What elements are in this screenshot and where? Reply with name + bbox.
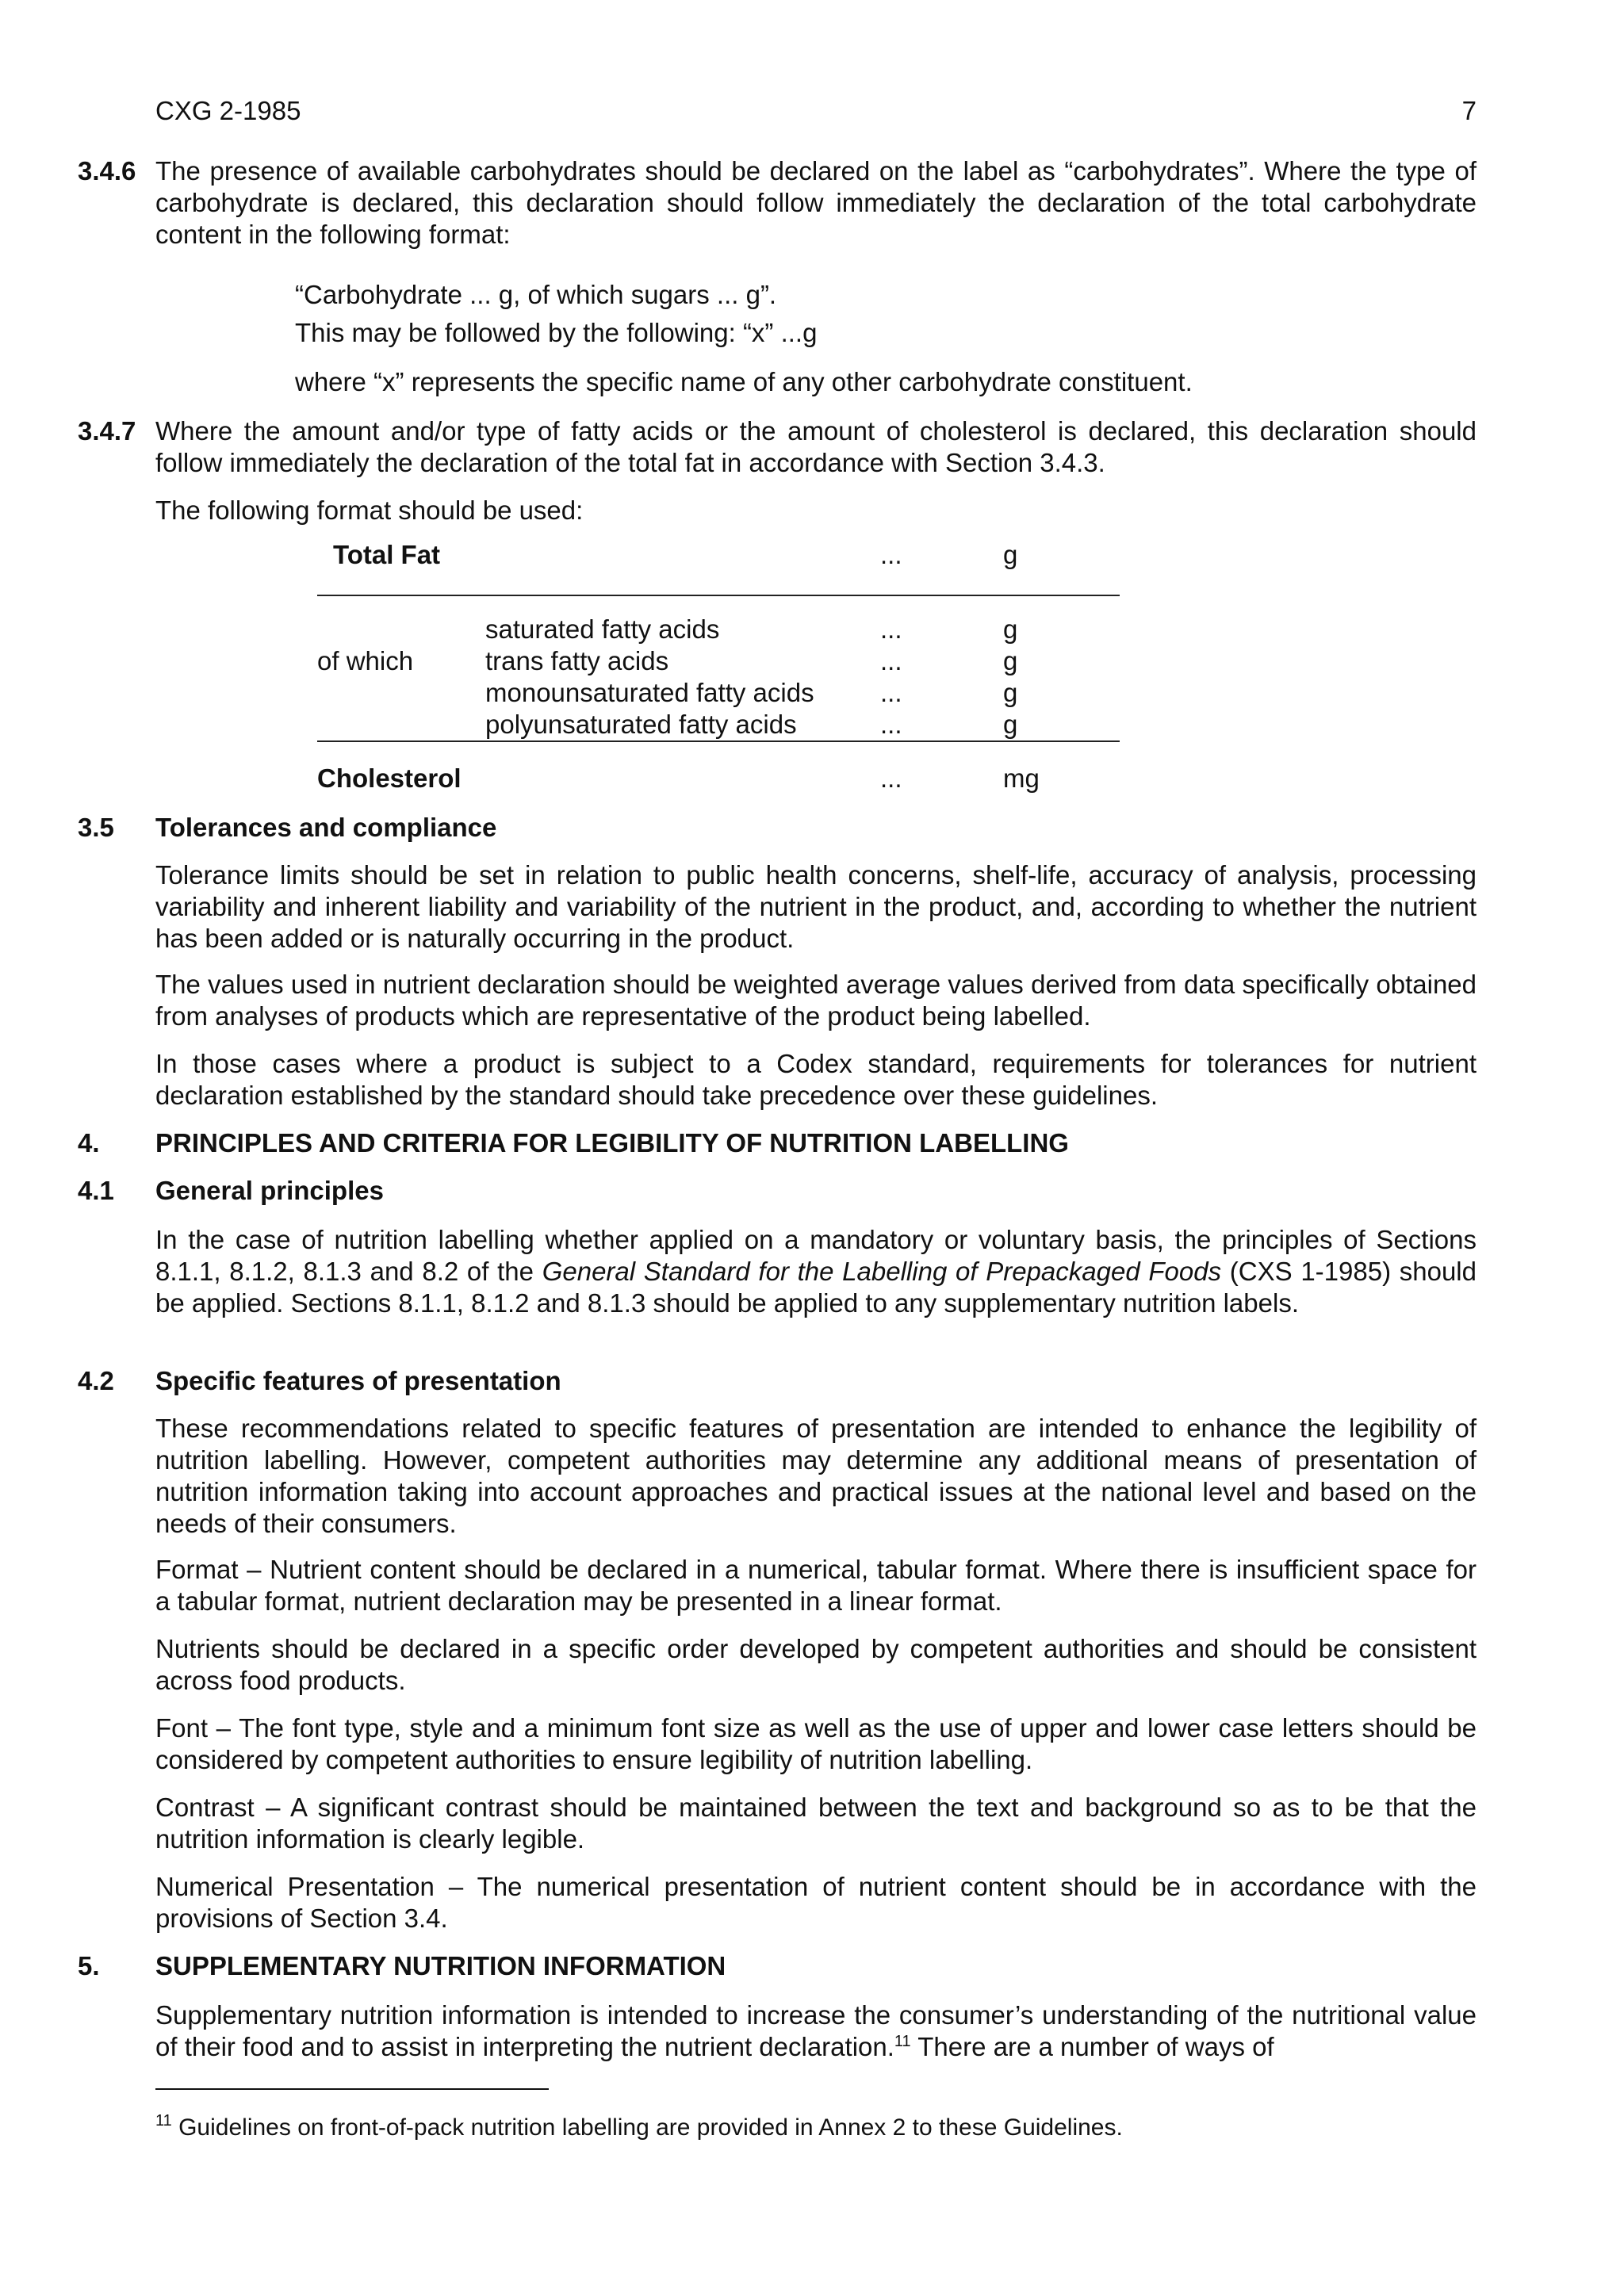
fatty-acid-unit: g: [1003, 709, 1120, 741]
section-number-4-1: 4.1: [78, 1176, 114, 1205]
footnote: [155, 2112, 1123, 2144]
fatty-acid-label: trans fatty acids: [485, 646, 669, 675]
fatty-acids-format-table: [317, 539, 1120, 794]
fatty-acid-dots: ...: [880, 709, 1003, 741]
section-4-2-paragraph-numerical: Numerical Presentation – The numerical presentation of nutrient content should be in accordance with the provisions of Section 3.4.: [155, 1872, 1477, 1933]
fatty-acid-dots: ...: [880, 614, 902, 644]
carbohydrate-followed-line: This may be followed by the following: “x” ...g: [295, 318, 818, 347]
footnote-divider: [155, 2088, 549, 2090]
section-number-4-2: 4.2: [78, 1366, 114, 1395]
total-fat-label: Total Fat: [317, 539, 880, 595]
fatty-acid-dots: ...: [880, 678, 902, 707]
section-4-2-paragraph-format: Format – Nutrient content should be declared in a numerical, tabular format. Where there is insufficient space for a tabular format, nutrient declaration may be presented in a linear format.: [155, 1555, 1477, 1616]
fatty-acid-unit: g: [1003, 678, 1018, 707]
section-4-1-paragraph: In the case of nutrition labelling whether applied on a mandatory or voluntary basis, the principles of Sections 8.1.1, 8.1.2, 8.1.3 and 8.2 of the General Standard for the Labelling of Prepackaged Foods (CXS 1-1985) should be applied. Sections 8.1.1, 8.1.2 and 8.1.3 should be applied to any supplementary nutrition labels.: [155, 1225, 1477, 1318]
section-number-3-4-7: 3.4.7: [78, 416, 136, 446]
section-4-2-paragraph-1: These recommendations related to specific features of presentation are intended to enhance the legibility of nutrition labelling. However, competent authorities may determine any additional means of presentation of nutrition information taking into account approaches and practical issues at the national level and based on the needs of their consumers.: [155, 1414, 1477, 1538]
table-row: [317, 614, 1120, 645]
table-row-total-fat: [317, 539, 1120, 595]
section-3-4-7-format-intro: The following format should be used:: [155, 496, 584, 525]
section-number-3-5: 3.5: [78, 813, 114, 842]
cholesterol-label: Cholesterol: [317, 763, 462, 793]
of-which-label: of which: [317, 646, 414, 675]
section-number-3-4-6: 3.4.6: [78, 156, 136, 186]
table-row: [317, 645, 1120, 677]
section-4-2-paragraph-font: Font – The font type, style and a minimum font size as well as the use of upper and lower case letters should be considered by competent authorities to ensure legibility of nutrition labelling.: [155, 1713, 1477, 1774]
section-number-5: 5.: [78, 1951, 100, 1980]
section-4-title: PRINCIPLES AND CRITERIA FOR LEGIBILITY OF NUTRITION LABELLING: [155, 1128, 1069, 1158]
section-4-2-title: Specific features of presentation: [155, 1366, 561, 1395]
total-fat-unit: g: [1003, 539, 1120, 595]
section-4-1-title: General principles: [155, 1176, 384, 1205]
total-fat-dots: ...: [880, 539, 1003, 595]
section-3-5-paragraph-1: Tolerance limits should be set in relation to public health concerns, shelf-life, accuracy of analysis, processing variability and inherent liability and variability of the nutrient in the product, and, according to whether the nutrient has been added or is naturally occurring in the product.: [155, 860, 1477, 953]
cholesterol-dots: ...: [880, 763, 902, 793]
carbohydrate-x-definition: where “x” represents the specific name of any other carbohydrate constituent.: [295, 367, 1193, 396]
cholesterol-unit: mg: [1003, 763, 1040, 793]
standard-title-italic: General Standard for the Labelling of Prepackaged Foods: [542, 1257, 1222, 1286]
section-5-title: SUPPLEMENTARY NUTRITION INFORMATION: [155, 1951, 726, 1980]
fatty-acid-unit: g: [1003, 614, 1018, 644]
fatty-acid-label: saturated fatty acids: [485, 614, 720, 644]
document-id: CXG 2-1985: [155, 96, 301, 125]
section-4-2-paragraph-contrast: Contrast – A significant contrast should be maintained between the text and background so as to be that the nutrition information is clearly legible.: [155, 1793, 1477, 1854]
footnote-reference: 11: [894, 2033, 911, 2050]
carbohydrate-format-line: “Carbohydrate ... g, of which sugars ... g”.: [295, 280, 777, 309]
fatty-acid-label: polyunsaturated fatty acids: [485, 709, 880, 741]
page-number: 7: [1461, 96, 1477, 125]
section-5-paragraph: Supplementary nutrition information is intended to increase the consumer’s understanding of the nutritional value of their food and to assist in interpreting the nutrient declaration.$^{11}$ There are a number of ways of: [155, 2000, 1477, 2061]
section-3-4-7-paragraph: Where the amount and/or type of fatty acids or the amount of cholesterol is declared, this declaration should follow immediately the declaration of the total fat in accordance with Section 3.4.3.: [155, 416, 1477, 477]
section-3-5-title: Tolerances and compliance: [155, 813, 497, 842]
fatty-acid-unit: g: [1003, 646, 1018, 675]
section-3-5-paragraph-2: The values used in nutrient declaration should be weighted average values derived from data specifically obtained from analyses of products which are representative of the product being labelled.: [155, 970, 1477, 1031]
footnote-mark: 11: [155, 2112, 172, 2130]
table-row: [317, 677, 1120, 709]
section-3-4-6-paragraph: The presence of available carbohydrates should be declared on the label as “carbohydrates”. Where the type of carbohydrate is declared, this declaration should follow immediately the declaration of the total carbohydrate content in the following format:: [155, 156, 1477, 249]
section-3-5-paragraph-3: In those cases where a product is subject to a Codex standard, requirements for tolerances for nutrient declaration established by the standard should take precedence over these guidelines.: [155, 1049, 1477, 1110]
section-4-2-paragraph-order: Nutrients should be declared in a specific order developed by competent authorities and should be consistent across food products.: [155, 1634, 1477, 1695]
fatty-acid-dots: ...: [880, 646, 902, 675]
table-row-cholesterol: [317, 741, 1120, 794]
fatty-acid-label: monounsaturated fatty acids: [485, 678, 814, 707]
section-number-4: 4.: [78, 1128, 100, 1158]
footnote-text: Guidelines on front-of-pack nutrition labelling are provided in Annex 2 to these Guidelines.: [171, 2114, 1123, 2141]
table-row: [317, 709, 1120, 741]
